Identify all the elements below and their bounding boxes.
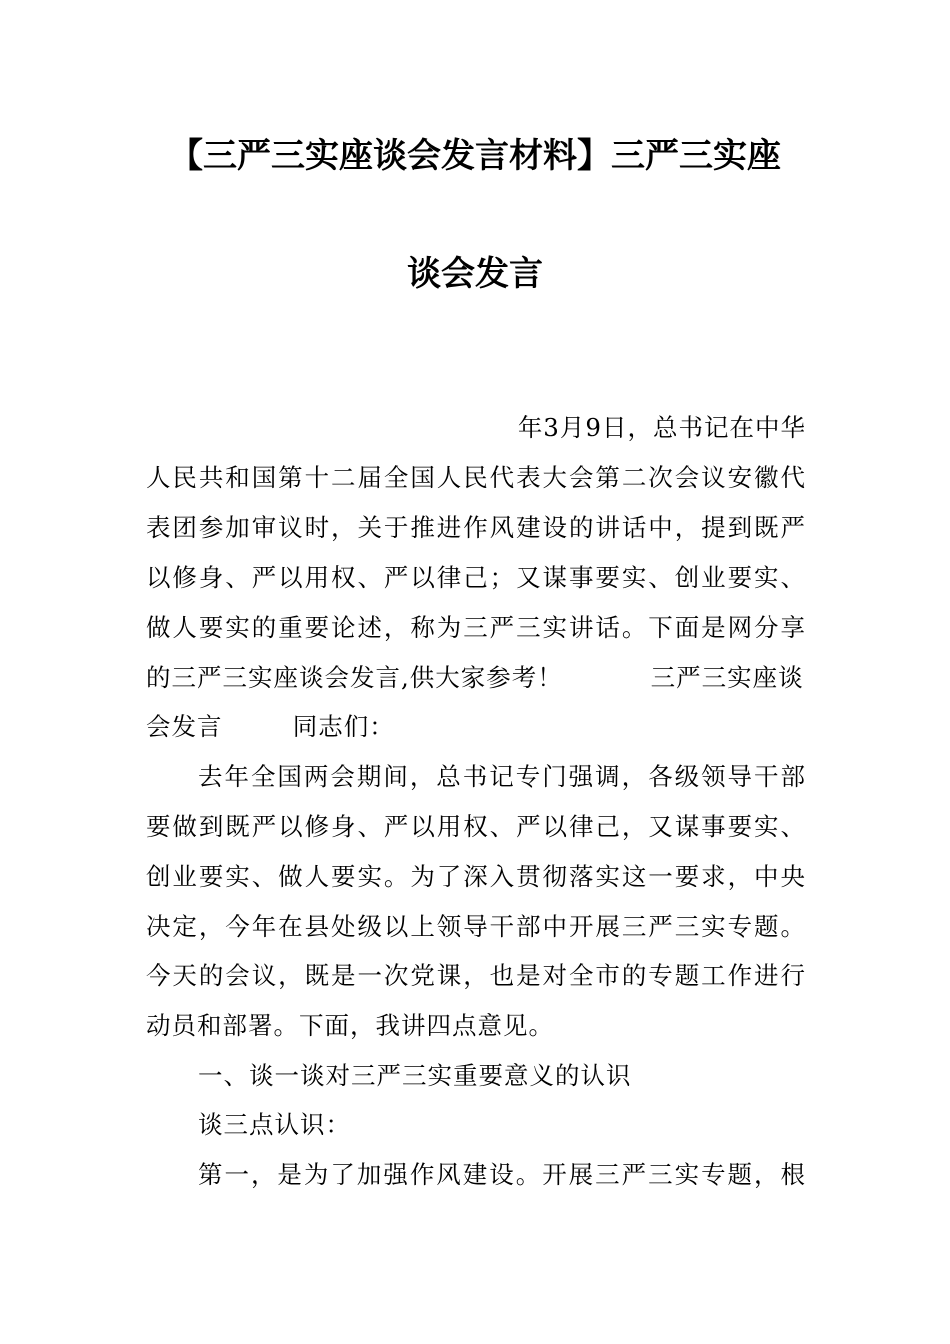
body-line-2: 人民共和国第十二届全国人民代表大会第二次会议安徽代 xyxy=(146,463,806,492)
body-line-6: 的三严三实座谈会发言,供大家参考！ 三严三实座谈 xyxy=(146,663,804,692)
body-line-5: 做人要实的重要论述，称为三严三实讲话。下面是网分享 xyxy=(146,613,806,642)
body-line-8: 去年全国两会期间，总书记专门强调，各级领导干部 xyxy=(198,762,806,791)
document-title-line-1: 【三严三实座谈会发言材料】三严三实座 xyxy=(169,136,781,176)
body-line-1: 年3月9日，总书记在中华 xyxy=(517,413,806,442)
body-line-3: 表团参加审议时，关于推进作风建设的讲话中，提到既严 xyxy=(146,513,806,542)
body-line-9: 要做到既严以修身、严以用权、严以律己，又谋事要实、 xyxy=(146,812,806,841)
body-line-16: 第一，是为了加强作风建设。开展三严三实专题，根 xyxy=(198,1160,806,1189)
body-line-10: 创业要实、做人要实。为了深入贯彻落实这一要求，中央 xyxy=(146,862,806,891)
body-line-12: 今天的会议，既是一次党课，也是对全市的专题工作进行 xyxy=(146,961,806,990)
body-line-7: 会发言 同志们： xyxy=(146,712,395,741)
body-line-4: 以修身、严以用权、严以律己；又谋事要实、创业要实、 xyxy=(146,563,806,592)
section-heading-1: 一、谈一谈对三严三实重要意义的认识 xyxy=(198,1061,632,1090)
body-line-11: 决定，今年在县处级以上领导干部中开展三严三实专题。 xyxy=(146,912,806,941)
body-line-13: 动员和部署。下面，我讲四点意见。 xyxy=(146,1011,554,1040)
document-title-line-2: 谈会发言 xyxy=(407,254,543,294)
body-line-15: 谈三点认识： xyxy=(198,1110,351,1139)
